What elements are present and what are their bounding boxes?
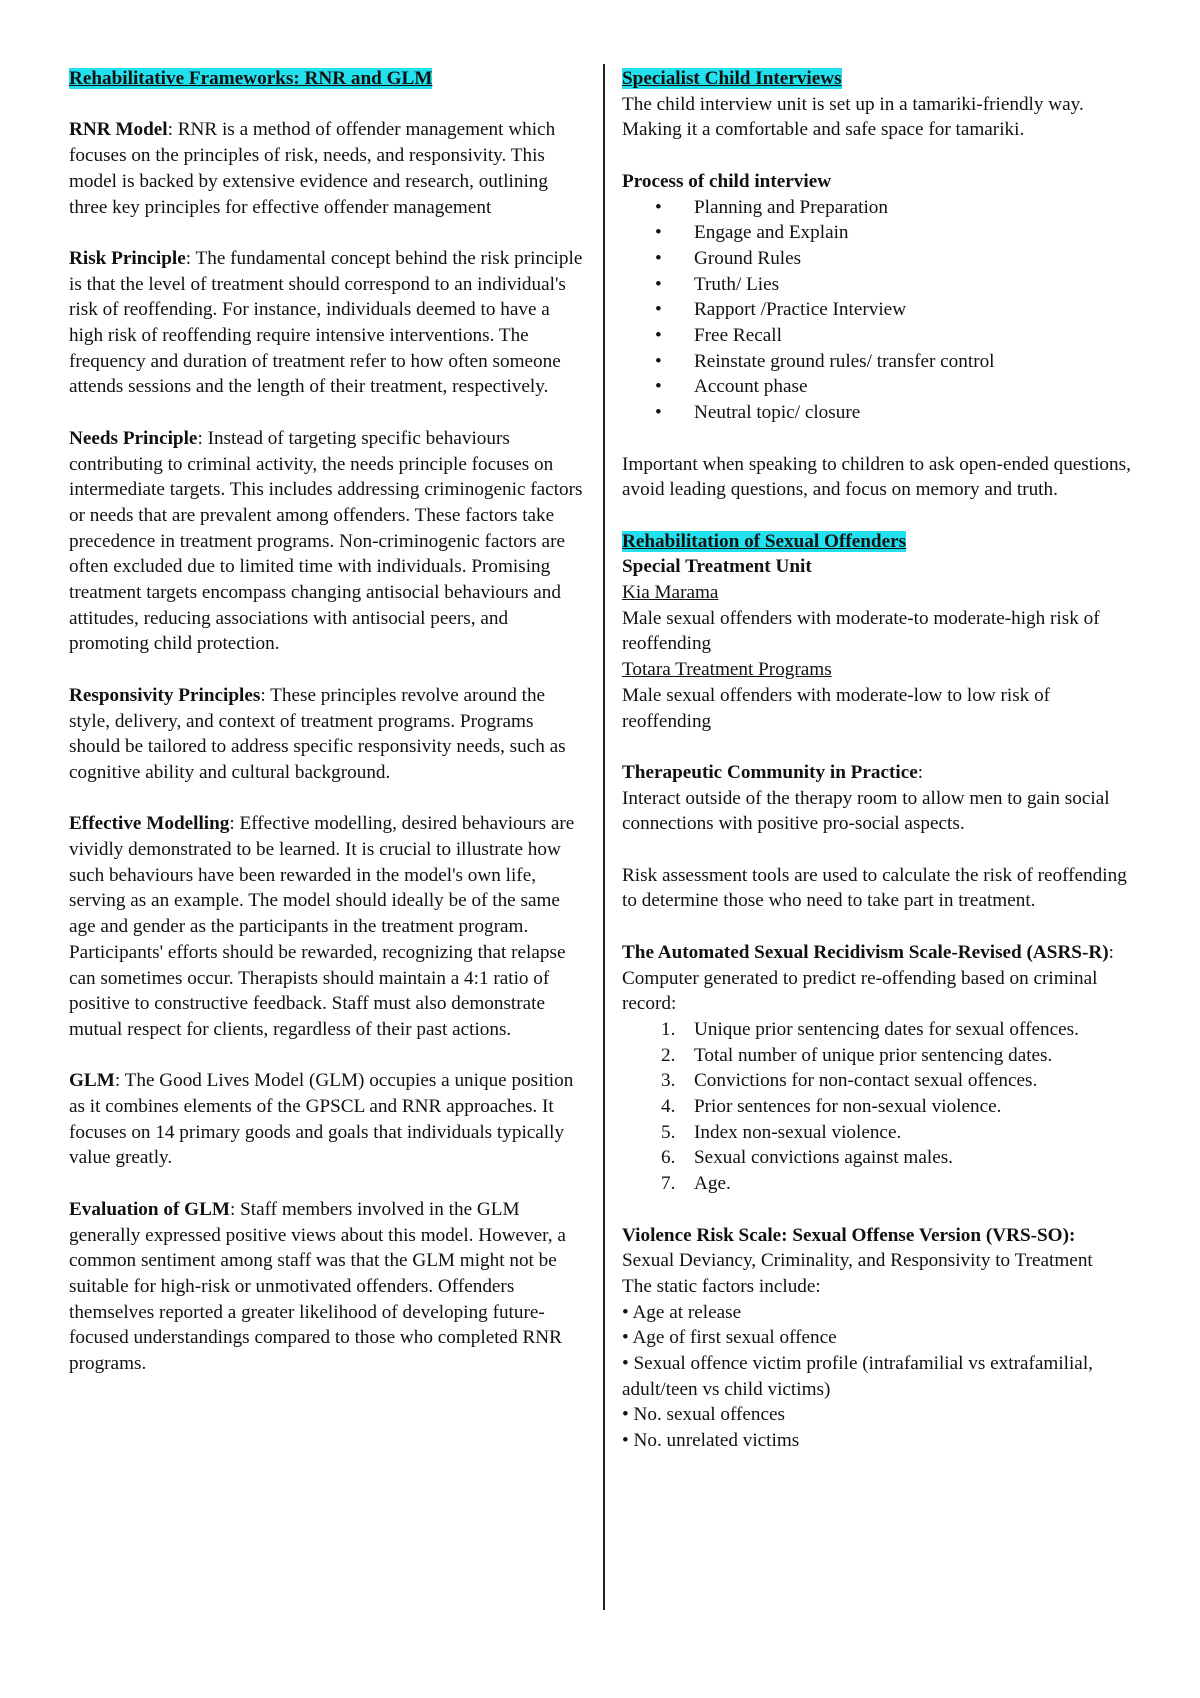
list-item-text: Total number of unique prior sentencing dates. — [694, 1044, 1053, 1066]
static-factor-item: • No. sexual offences — [622, 1404, 786, 1426]
list-number: 3. — [661, 1070, 676, 1092]
paragraph-text: : The Good Lives Model (GLM) occupies a unique position as it combines elements of the GPSCL and RNR approaches. It focuses on 14 primary goods and goals that individuals typically value greatly. — [69, 1070, 574, 1169]
paragraph-effective-modelling — [69, 811, 587, 1042]
list-number: 6. — [661, 1147, 676, 1169]
section-heading-child-interviews: Specialist Child Interviews — [622, 68, 842, 89]
section-heading-sexual-offenders: Rehabilitation of Sexual Offenders — [622, 530, 907, 552]
term-label: RNR Model — [69, 119, 168, 141]
special-treatment-unit-title: Special Treatment Unit — [622, 556, 812, 578]
term-label: Evaluation of GLM — [69, 1198, 230, 1220]
paragraph-glm — [69, 1068, 587, 1171]
list-item — [655, 1017, 1142, 1043]
child-interview-note: Important when speaking to children to ask open-ended questions, avoid leading questions, and focus on memory and truth. — [622, 453, 1131, 501]
list-item: • Engage and Explain — [655, 220, 1142, 246]
therapeutic-community-text: Interact outside of the therapy room to allow men to gain social connections with positive pro-social aspects. — [622, 787, 1110, 835]
list-item-text: Convictions for non-contact sexual offences. — [694, 1070, 1038, 1092]
paragraph-text: : Staff members involved in the GLM generally expressed positive views about this model. However, a common sentiment among staff was that the GLM might not be suitable for high-risk or unmotivated offenders. Offenders themselves reported a greater likelihood of developing future-focused understandings compared to those who completed RNR programs. — [69, 1198, 566, 1375]
list-number: 7. — [661, 1173, 676, 1195]
paragraph-needs-principle — [69, 426, 587, 657]
therapeutic-community-title: Therapeutic Community in Practice — [622, 761, 918, 783]
term-label: Risk Principle — [69, 247, 186, 269]
list-item — [655, 1145, 1142, 1171]
list-item — [655, 1043, 1142, 1069]
paragraph-rnr-model — [69, 117, 587, 220]
colon: : — [917, 761, 924, 783]
column-divider — [603, 64, 605, 1610]
paragraph-text: : RNR is a method of offender management which focuses on the principles of risk, needs, and responsivity. This model is backed by extensive evidence and research, outlining three key principles for effective offender management — [69, 119, 556, 218]
left-column — [69, 66, 587, 1377]
vrs-title: Violence Risk Scale: Sexual Offense Version (VRS-SO): — [622, 1224, 1076, 1246]
static-factor-item: • Age at release — [622, 1301, 742, 1323]
list-number: 5. — [661, 1121, 676, 1143]
asrs-title: The Automated Sexual Recidivism Scale-Revised (ASRS-R) — [622, 941, 1109, 963]
risk-tools-text: Risk assessment tools are used to calculate the risk of reoffending to determine those who need to take part in treatment. — [622, 864, 1127, 912]
paragraph-responsivity-principles — [69, 683, 587, 786]
list-item: • Free Recall — [655, 323, 1142, 349]
list-item-text: Sexual convictions against males. — [694, 1147, 953, 1169]
term-label: Effective Modelling — [69, 813, 230, 835]
kia-marama-title: Kia Marama — [622, 582, 719, 604]
section-heading-frameworks: Rehabilitative Frameworks: RNR and GLM — [69, 68, 433, 89]
paragraph-evaluation-of-glm — [69, 1197, 587, 1377]
term-label: Needs Principle — [69, 427, 198, 449]
paragraph-text: : These principles revolve around the style, delivery, and context of treatment programs. Programs should be tailored to address specific responsivity needs, such as cognitive ability and cultural background. — [69, 684, 566, 783]
paragraph-text: : Effective modelling, desired behaviours are vividly demonstrated to be learned. It is crucial to illustrate how such behaviours have been rewarded in the model's own life, serving as an example. The model should ideally be of the same age and gender as the participants in the treatment program. Participants' efforts should be rewarded, recognizing that relapse can sometimes occur. Therapists should maintain a 4:1 ratio of positive to constructive feedback. Staff must also demonstrate mutual respect for clients, regardless of their past actions. — [69, 813, 575, 1040]
list-item-text: Index non-sexual violence. — [694, 1121, 902, 1143]
list-item: • Rapport /Practice Interview — [655, 297, 1142, 323]
list-item — [655, 1068, 1142, 1094]
list-item — [655, 1171, 1142, 1197]
process-list — [622, 195, 1142, 426]
list-item — [655, 1120, 1142, 1146]
list-number: 2. — [661, 1044, 676, 1066]
list-item: • Neutral topic/ closure — [655, 400, 1142, 426]
paragraph-text: : The fundamental concept behind the risk principle is that the level of treatment should correspond to an individual's risk of reoffending. For instance, individuals deemed to have a high risk of reoffending require intensive interventions. The frequency and duration of treatment refer to how often someone attends sessions and the length of their treatment, respectively. — [69, 247, 583, 398]
asrs-text: Computer generated to predict re-offending based on criminal record: — [622, 967, 1098, 1015]
colon: : — [1108, 941, 1114, 963]
totara-text: Male sexual offenders with moderate-low to low risk of reoffending — [622, 684, 1051, 732]
list-item: • Planning and Preparation — [655, 195, 1142, 221]
kia-marama-text: Male sexual offenders with moderate-to moderate-high risk of reoffending — [622, 607, 1100, 655]
term-label: GLM — [69, 1070, 115, 1092]
asrs-list — [622, 1017, 1142, 1197]
list-item: • Reinstate ground rules/ transfer control — [655, 349, 1142, 375]
list-item: • Truth/ Lies — [655, 272, 1142, 298]
static-factors-intro: The static factors include: — [622, 1275, 821, 1297]
static-factor-item: • No. unrelated victims — [622, 1430, 800, 1452]
list-item: • Account phase — [655, 374, 1142, 400]
paragraph-risk-principle — [69, 246, 587, 400]
list-item — [655, 1094, 1142, 1120]
static-factor-item: • Age of first sexual offence — [622, 1327, 837, 1349]
paragraph-text: : Instead of targeting specific behaviours contributing to criminal activity, the needs principle focuses on intermediate targets. This includes addressing criminogenic factors or needs that are prevalent among offenders. These factors take precedence in treatment programs. Non-criminogenic factors are often excluded due to limited time with individuals. Promising treatment targets encompass changing antisocial behaviours and attitudes, reducing associations with antisocial peers, and promoting child protection. — [69, 427, 583, 655]
list-item-text: Prior sentences for non-sexual violence. — [694, 1096, 1002, 1118]
vrs-text: Sexual Deviancy, Criminality, and Responsivity to Treatment — [622, 1250, 1093, 1272]
list-item-text: Unique prior sentencing dates for sexual offences. — [694, 1018, 1079, 1040]
list-number: 4. — [661, 1096, 676, 1118]
term-label: Responsivity Principles — [69, 684, 261, 706]
list-number: 1. — [661, 1018, 676, 1040]
process-title: Process of child interview — [622, 170, 832, 192]
totara-title: Totara Treatment Programs — [622, 659, 832, 681]
child-interview-intro: The child interview unit is set up in a tamariki-friendly way. Making it a comfortable and safe space for tamariki. — [622, 93, 1084, 141]
list-item-text: Age. — [694, 1173, 731, 1195]
list-item: • Ground Rules — [655, 246, 1142, 272]
right-column — [622, 66, 1142, 1454]
static-factor-item: • Sexual offence victim profile (intrafamilial vs extrafamilial, adult/teen vs child victims) — [622, 1353, 1093, 1400]
